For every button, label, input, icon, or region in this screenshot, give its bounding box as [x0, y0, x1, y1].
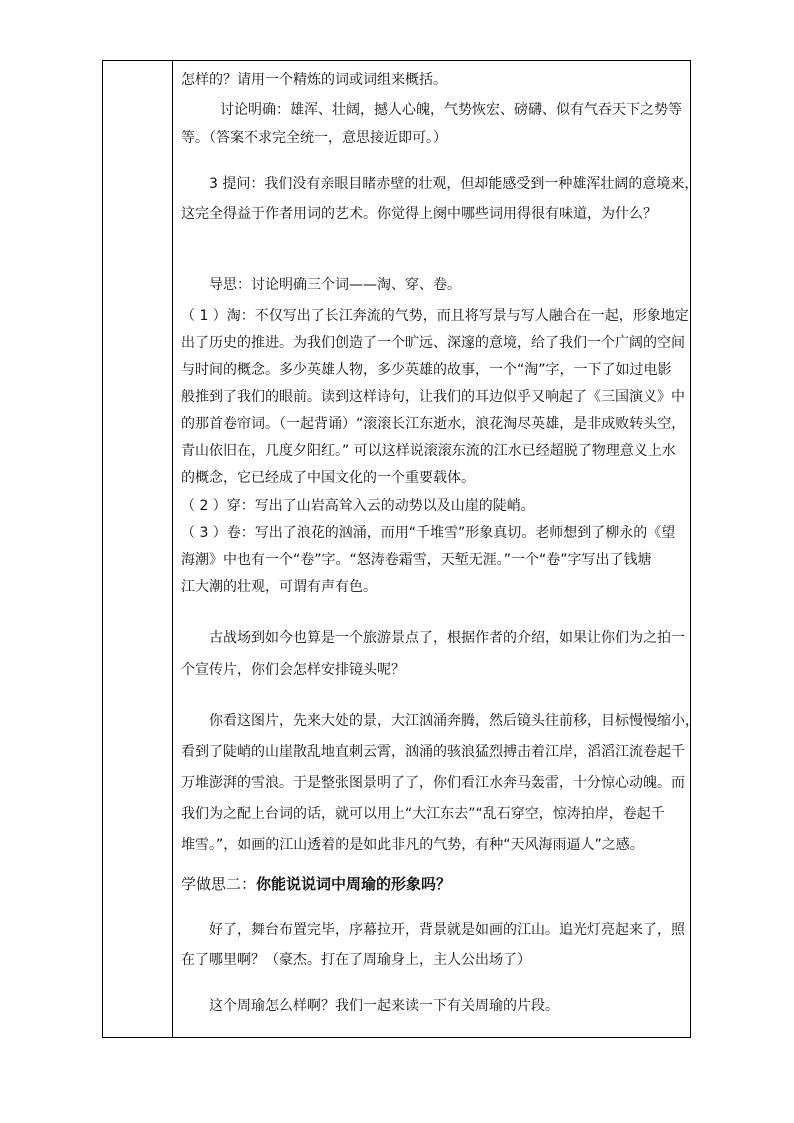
text-line: （ 2 ）穿：写出了山岩高耸入云的动势以及山崖的陡峭。 — [181, 498, 535, 514]
text-line: 你看这图片，先来大处的景，大江汹涌奔腾，然后镜头往前移，目标慢慢缩小， — [209, 713, 699, 729]
lesson-table — [102, 60, 699, 1038]
text-line: 江大潮的壮观，可谓有声有色。 — [181, 579, 377, 595]
text-line: 讨论明确：雄浑、壮阔，撼人心魄，气势恢宏、磅礴、似有气吞天下之势等 — [220, 102, 682, 118]
text-line: 怎样的？请用一个精炼的词或词组来概括。 — [181, 72, 447, 88]
text-line: 般推到了我们的眼前。读到这样诗句，让我们的耳边似乎又响起了《三国演义》中 — [181, 389, 685, 405]
text-line: 在了哪里啊？（豪杰。打在了周瑜身上，主人公出场了） — [181, 952, 531, 968]
text-line: 堆雪。”，如画的江山透着的是如此非凡的气势，有种“天风海雨逼人”之感。 — [181, 837, 644, 853]
text-line: 等。（答案不求完全统一，意思接近即可。） — [181, 130, 447, 146]
text-line: 个宣传片，你们会怎样安排镜头呢？ — [181, 662, 405, 678]
text-line: 万堆澎湃的雪浪。于是整张图景明了了，你们看江水奔马轰雷，十分惊心动魄。而 — [181, 775, 685, 791]
heading-question: 你能说说词中周瑜的形象吗？ — [256, 875, 452, 893]
text-line: 的那首卷帘词。（一起背诵）“滚滚长江东逝水，浪花淘尽英雄，是非成败转头空， — [181, 416, 686, 432]
text-line: 好了，舞台布置完毕，序幕拉开，背景就是如画的江山。追光灯亮起来了，照 — [209, 922, 685, 938]
text-line: 古战场到如今也算是一个旅游景点了，根据作者的介绍，如果让你们为之拍一 — [209, 630, 685, 646]
section-heading — [181, 875, 451, 893]
text-line: 3 提问：我们没有亲眼目睹赤壁的壮观，但却能感受到一种雄浑壮阔的意境来， — [209, 176, 699, 192]
text-line: 出了历史的推进。为我们创造了一个旷远、深邃的意境，给了我们一个广阔的空间 — [181, 335, 685, 351]
text-line: 这个周瑜怎么样啊？我们一起来读一下有关周瑜的片段。 — [209, 998, 559, 1014]
text-line: 导思：讨论明确三个词——淘、穿、卷。 — [209, 277, 461, 293]
text-line: 海潮》中也有一个“卷”字。“怒涛卷霜雪，天堑无涯。”一个“卷”字写出了钱塘 — [181, 552, 652, 568]
heading-prefix: 学做思二： — [181, 875, 257, 893]
text-line: 这完全得益于作者用词的艺术。你觉得上阕中哪些词用得很有味道，为什么？ — [181, 206, 657, 222]
text-line: （ 3 ）卷：写出了浪花的汹涌，而用“千堆雪”形象真切。老师想到了柳永的《望 — [181, 525, 676, 541]
left-column-cell — [103, 61, 173, 1037]
text-line: 我们为之配上台词的话，就可以用上“大江东去”“乱石穿空，惊涛拍岸，卷起千 — [181, 806, 665, 822]
text-line: 看到了陡峭的山崖散乱地直刺云霄，汹涌的骇浪猛烈搏击着江岸，滔滔江流卷起千 — [181, 744, 685, 760]
text-line: （ 1 ）淘：不仅写出了长江奔流的气势，而且将写景与写人融合在一起，形象地定 — [181, 308, 689, 324]
text-line: 的概念，它已经成了中国文化的一个重要载体。 — [181, 470, 475, 486]
text-line: 青山依旧在，几度夕阳红。” 可以这样说滚滚东流的江水已经超脱了物理意义上水 — [181, 443, 676, 459]
text-line: 与时间的概念。多少英雄人物，多少英雄的故事，一个“淘”字，一下了如过电影 — [181, 362, 672, 378]
